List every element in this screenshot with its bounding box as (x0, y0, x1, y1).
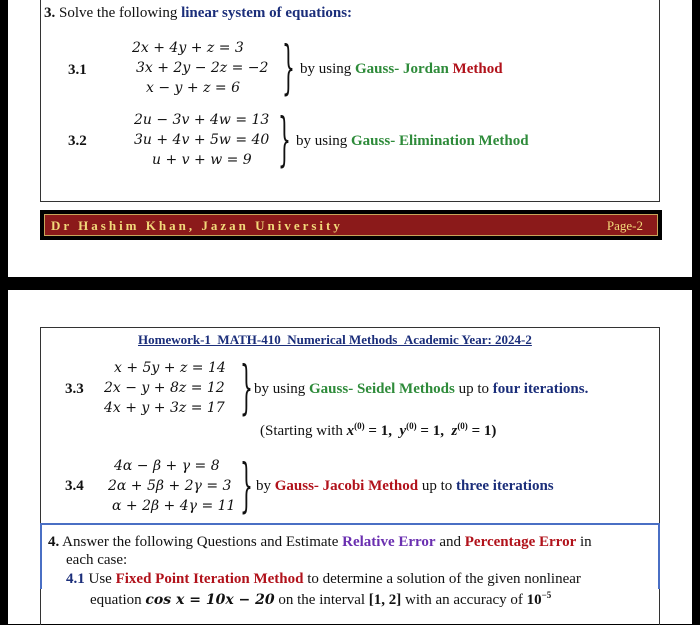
question-4-heading: 4. Answer the following Questions and Estimate Relative Error and Percentage Error in (48, 534, 592, 550)
equation-line: x − y + z = 6 (146, 80, 240, 96)
equation-line: α + 2β + 4γ = 11 (112, 498, 236, 514)
page-3-sheet (8, 290, 692, 624)
method-instruction: by Gauss- Jacobi Method up to three iterations (256, 478, 554, 494)
method-instruction: by using Gauss- Seidel Methods up to four iterations. (254, 381, 589, 397)
right-brace: } (282, 33, 295, 101)
equation-line: 4x + y + 3z = 17 (104, 400, 225, 416)
right-brace: } (278, 105, 291, 173)
method-instruction: by using Gauss- Jordan Method (300, 61, 503, 77)
equation-line: x + 5y + z = 14 (114, 360, 226, 376)
subquestion-4-1: 4.1 Use Fixed Point Iteration Method to determine a solution of the given nonlinear (66, 571, 581, 587)
subquestion-4-1-equation: equation cos x = 10x − 20 on the interval [1, 2] with an accuracy of $10^{-5}$ (90, 590, 552, 608)
subquestion-label: 3.1 (68, 62, 87, 78)
question-4-line-2: each case: (66, 552, 128, 568)
equation-line: 2u − 3v + 4w = 13 (134, 112, 270, 128)
question-frame (40, 0, 660, 202)
subquestion-label: 3.4 (65, 478, 84, 494)
equation-line: 2x − y + 8z = 12 (104, 380, 225, 396)
initial-values: (Starting with $x^{(0)} = 1$, $y^{(0)} = 1$, $z^{(0)} = 1$) (260, 421, 497, 439)
method-instruction: by using Gauss- Elimination Method (296, 133, 529, 149)
equation-line: 2x + 4y + z = 3 (132, 40, 244, 56)
equation-line: 3x + 2y − 2z = −2 (136, 60, 269, 76)
page-footer (40, 210, 662, 240)
equation-line: 4α − β + γ = 8 (114, 458, 220, 474)
question-3-heading: 3. Solve the following linear system of equations: (44, 5, 353, 21)
equation-line: 3u + 4v + 5w = 40 (134, 132, 270, 148)
homework-header: Homework-1_MATH-410_Numerical Methods_Academic Year: 2024-2 (138, 332, 532, 347)
right-brace: } (240, 451, 253, 519)
equation-line: 2α + 5β + 2γ = 3 (108, 478, 232, 494)
subquestion-label: 3.2 (68, 133, 87, 149)
subquestion-label: 3.3 (65, 381, 84, 397)
equation-line: u + v + w = 9 (152, 152, 252, 168)
page-2-sheet (8, 0, 692, 277)
author-name: Dr Hashim Khan, Jazan University (51, 218, 343, 233)
right-brace: } (240, 353, 253, 421)
page-number: Page-2 (606, 218, 643, 233)
